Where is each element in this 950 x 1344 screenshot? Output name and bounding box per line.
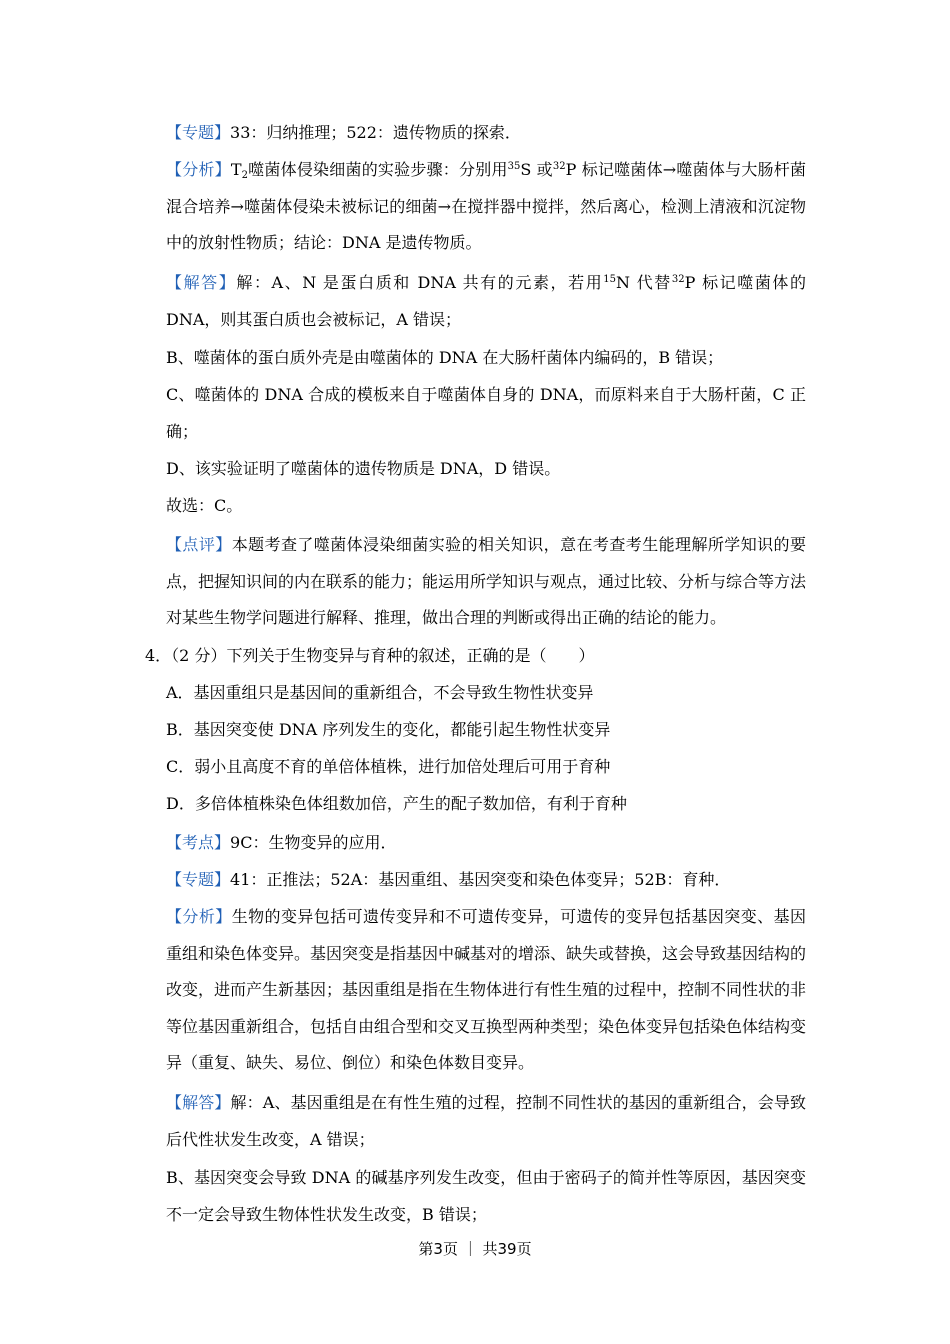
q3-zhuanti: 【专题】33：归纳推理；522：遗传物质的探索． bbox=[166, 123, 521, 142]
tag-label: 【分析】 bbox=[166, 907, 232, 926]
tag-label: 【分析】 bbox=[166, 160, 231, 179]
q4-option-c: C．弱小且高度不育的单倍体植株，进行加倍处理后可用于育种 bbox=[166, 757, 611, 776]
q4-fenxi: 【分析】生物的变异包括可遗传变异和不可遗传变异，可遗传的变异包括基因突变、基因重组和染色体变异。基因突变是指基因中碱基对的增添、缺失或替换，这会导致基因结构的改变，进而产生新基因；基因重组是指在生物体进行有性生殖的过程中，控制不同性状的非等位基因重新组合，包括自由组合型和交叉互换型两种类型；染色体变异包括染色体结构变异（重复、缺失、易位、倒位）和染色体数目变异。 bbox=[166, 907, 807, 1072]
q3-answer: 故选：C。 bbox=[166, 496, 243, 515]
tag-label: 【解答】 bbox=[166, 1093, 231, 1112]
q4-option-d: D．多倍体植株染色体组数加倍，产生的配子数加倍，有利于育种 bbox=[166, 794, 627, 813]
tag-label: 【考点】 bbox=[166, 833, 231, 852]
q4-option-b: B．基因突变使 DNA 序列发生的变化，都能引起生物性状变异 bbox=[166, 720, 611, 739]
q3-line-b: B、噬菌体的蛋白质外壳是由噬菌体的 DNA 在大肠杆菌体内编码的，B 错误； bbox=[166, 348, 724, 367]
q4-option-a: A．基因重组只是基因间的重新组合，不会导致生物性状变异 bbox=[166, 683, 594, 702]
q3-dianping: 【点评】本题考查了噬菌体浸染细菌实验的相关知识，意在考查考生能理解所学知识的要点，把握知识间的内在联系的能力；能运用所学知识与观点，通过比较、分析与综合等方法对某些生物学问题进行解释、推理，做出合理的判断或得出正确的结论的能力。 bbox=[166, 535, 807, 627]
q3-line-d: D、该实验证明了噬菌体的遗传物质是 DNA，D 错误。 bbox=[166, 459, 561, 478]
tag-label: 【点评】 bbox=[166, 535, 232, 554]
q3-jieda: 【解答】解：A、N 是蛋白质和 DNA 共有的元素，若用$^{15}$N 代替$^{32}$P 标记噬菌体的 DNA，则其蛋白质也会被标记，A 错误； bbox=[166, 273, 806, 329]
q3-fenxi: 【分析】$T_2$噬菌体侵染细菌的实验步骤：分别用$^{35}$S 或$^{32}$P 标记噬菌体→噬菌体与大肠杆菌混合培养→噬菌体侵染未被标记的细菌→在搅拌器中搅拌，然后离心，检测上清液和沉淀物中的放射性物质；结论：DNA 是遗传物质。 bbox=[166, 160, 806, 252]
tag-label: 【解答】 bbox=[166, 273, 237, 292]
tag-label: 【专题】 bbox=[166, 123, 231, 142]
q4-kaodian: 【考点】9C：生物变异的应用． bbox=[166, 833, 397, 852]
q4-jieda: 【解答】解：A、基因重组是在有性生殖的过程，控制不同性状的基因的重新组合，会导致后代性状发生改变，A 错误； bbox=[166, 1093, 806, 1149]
tag-label: 【专题】 bbox=[166, 870, 231, 889]
q3-line-c: C、噬菌体的 DNA 合成的模板来自于噬菌体自身的 DNA，而原料来自于大肠杆菌，C 正确； bbox=[166, 385, 806, 441]
page-footer: 第3页 ｜ 共39页 bbox=[418, 1240, 532, 1258]
q4-zhuanti: 【专题】41：正推法；52A：基因重组、基因突变和染色体变异；52B：育种． bbox=[166, 870, 731, 889]
q4-stem: 4．（2 分）下列关于生物变异与育种的叙述，正确的是（ ） bbox=[145, 646, 595, 665]
q4-line-b: B、基因突变会导致 DNA 的碱基序列发生改变，但由于密码子的简并性等原因，基因突变不一定会导致生物体性状发生改变，B 错误； bbox=[166, 1168, 806, 1224]
